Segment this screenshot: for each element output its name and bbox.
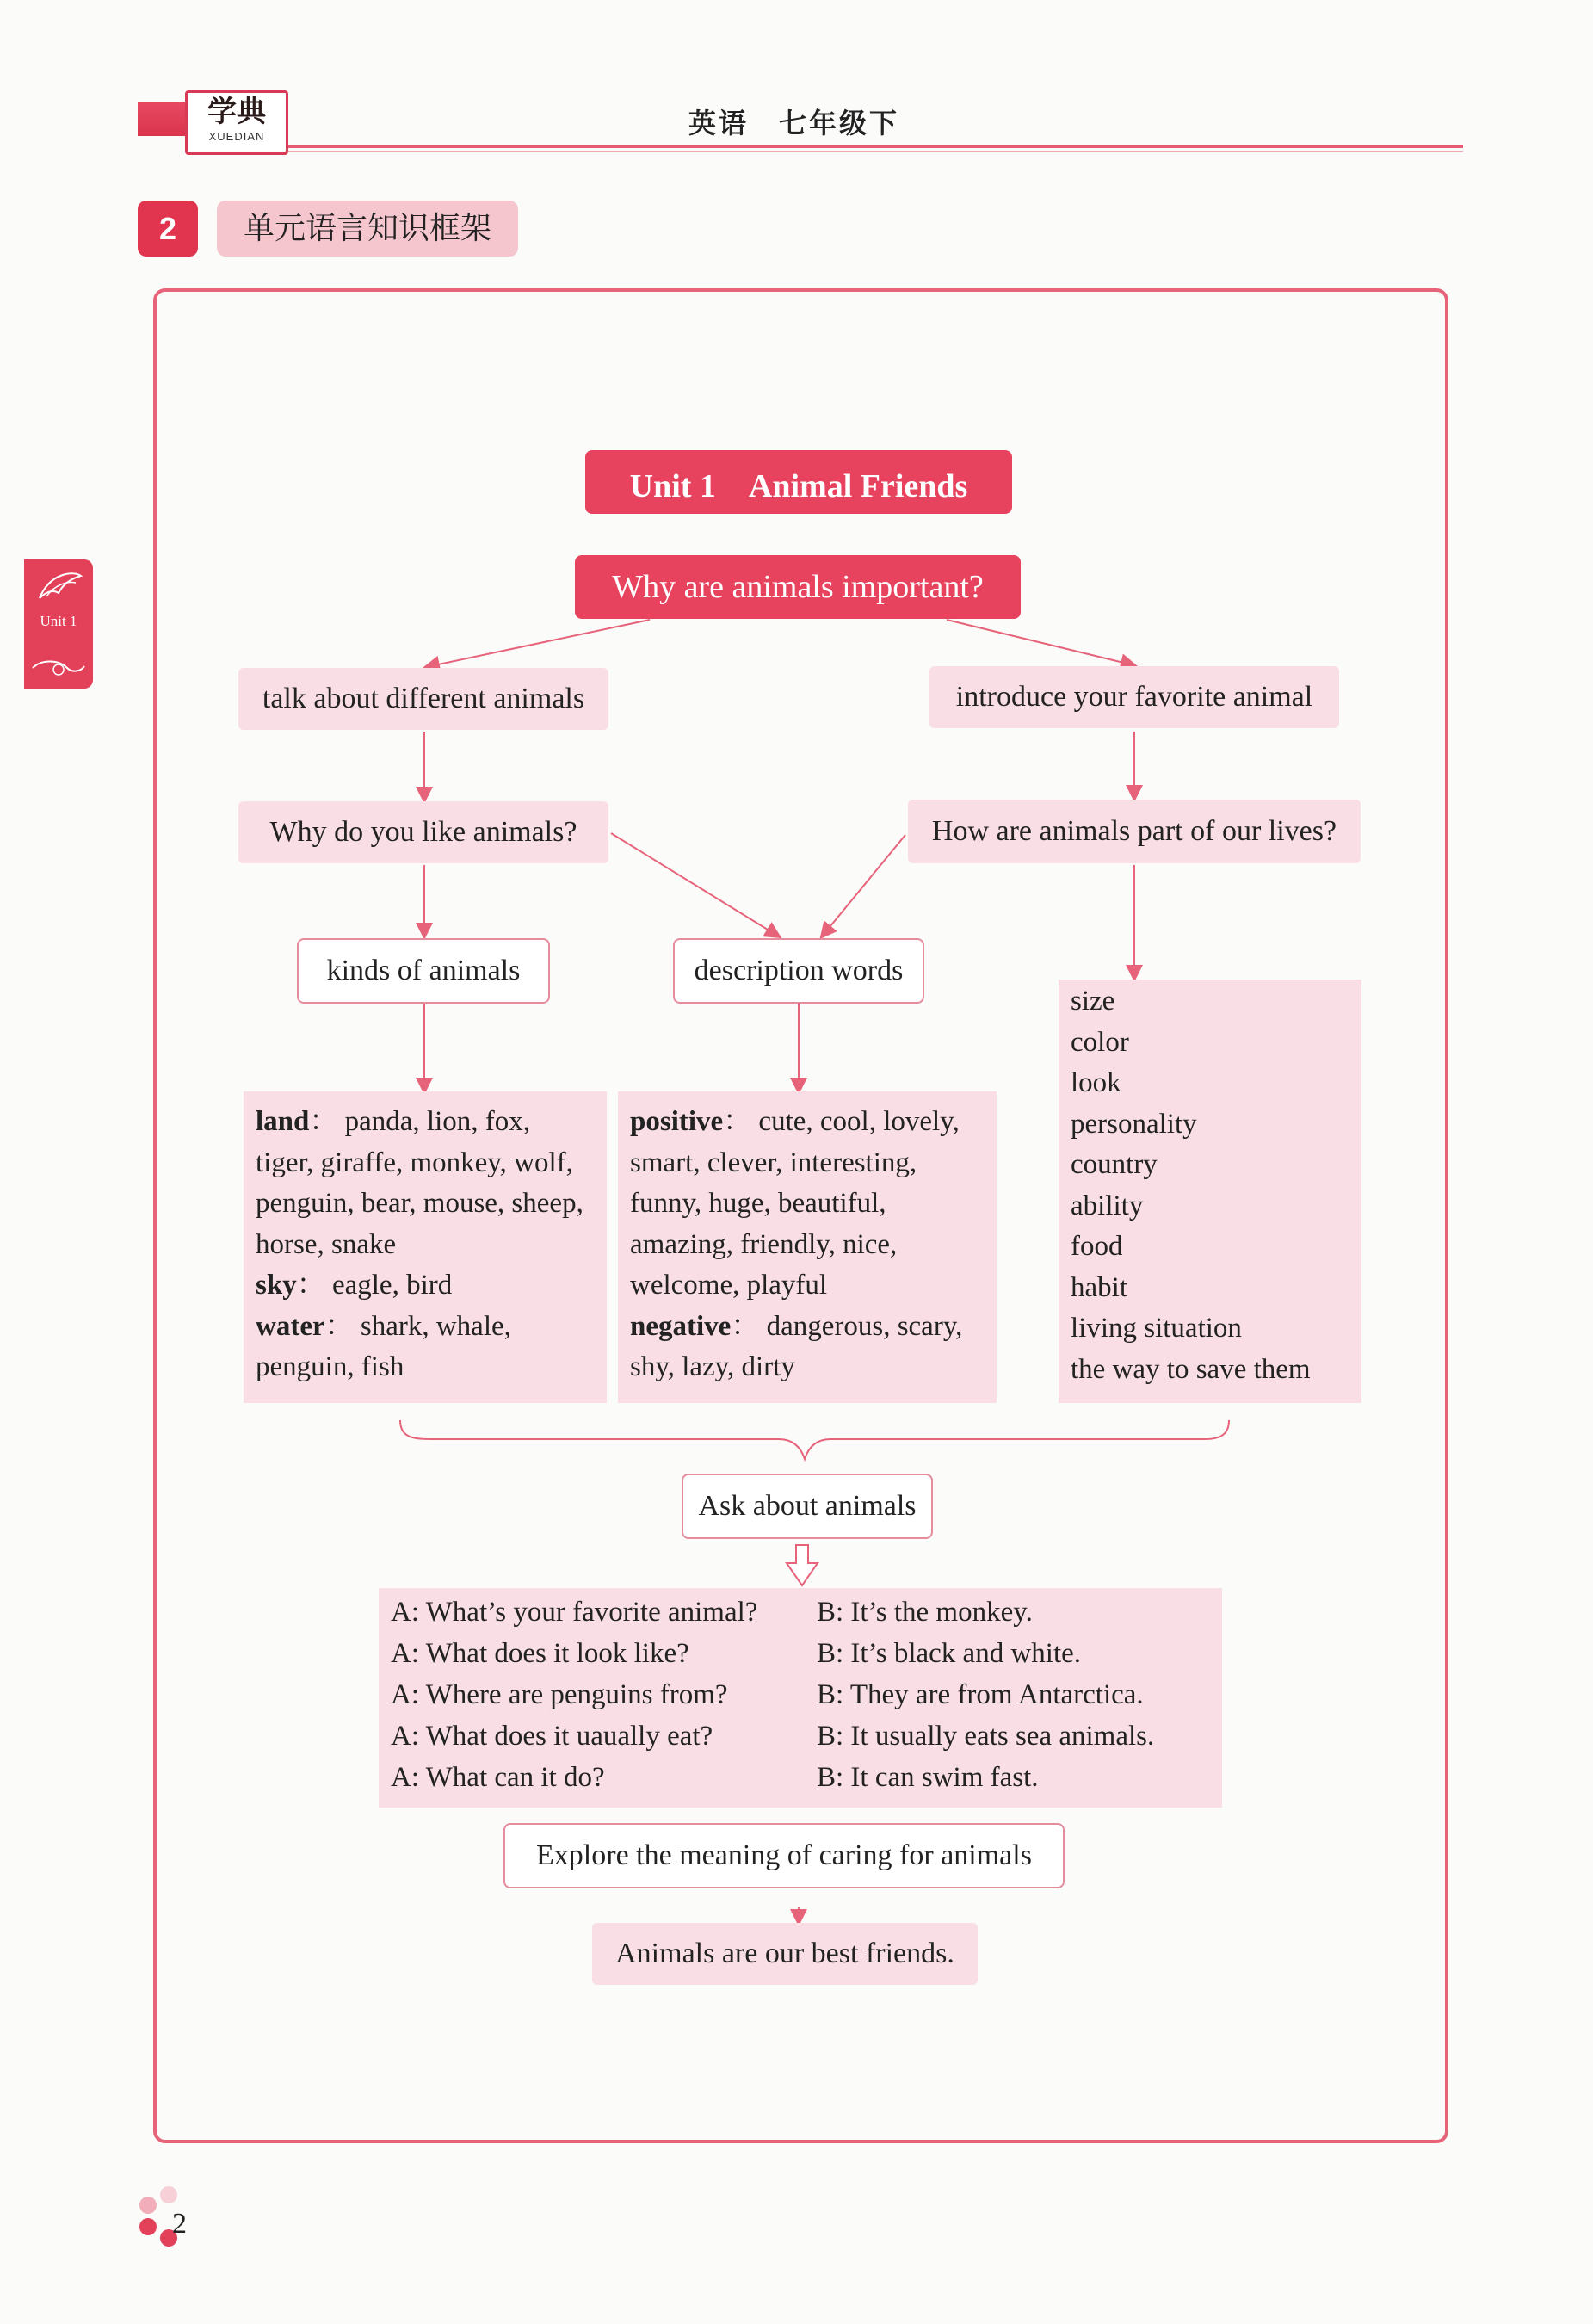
kind-key: land [256, 1106, 310, 1137]
unit-title: Unit 1 Animal Friends [585, 450, 1012, 514]
conclusion: Animals are our best friends. [592, 1923, 978, 1985]
dialog-row [379, 1715, 1222, 1757]
aspect-item: country [1071, 1149, 1158, 1180]
dialog-question: A: Where are penguins from? [391, 1679, 728, 1710]
aspect-item: living situation [1071, 1313, 1242, 1344]
kind-key: water [256, 1310, 325, 1342]
dialog-question: A: What can it do? [391, 1762, 605, 1793]
word-sep: ： [731, 1310, 760, 1342]
word-key: positive [630, 1106, 724, 1137]
aspect-item: ability [1071, 1190, 1144, 1221]
logo-english: XUEDIAN [208, 130, 265, 143]
dialog-answer: B: It’s the monkey. [817, 1597, 1033, 1628]
aspect-item: color [1071, 1026, 1129, 1058]
section-number: 2 [138, 201, 198, 257]
aspect-item: habit [1071, 1271, 1127, 1303]
kinds-label: kinds of animals [297, 938, 550, 1004]
aspect-item: size [1071, 986, 1115, 1017]
aspect-item: the way to save them [1071, 1353, 1311, 1385]
kinds-panel [244, 1091, 607, 1403]
logo-chinese: 学典 [207, 95, 266, 129]
words-panel [618, 1091, 997, 1403]
dialog-row [379, 1633, 1222, 1674]
aspect-item: food [1071, 1231, 1123, 1262]
right-branch: introduce your favorite animal [929, 666, 1339, 728]
dialog-row [379, 1757, 1222, 1798]
kind-sep: ： [324, 1310, 354, 1342]
description-label: description words [673, 938, 924, 1004]
dialog-answer: B: It’s black and white. [817, 1638, 1082, 1669]
aspect-item: look [1071, 1067, 1121, 1098]
kind-sep: ： [296, 1270, 325, 1301]
section-title: 单元语言知识框架 [217, 201, 518, 257]
down-arrow-icon [787, 1545, 818, 1585]
kind-sep: ： [309, 1106, 338, 1137]
word-sep: ： [723, 1106, 752, 1137]
dialog-answer: B: They are from Antarctica. [817, 1679, 1144, 1710]
side-tab-label: Unit 1 [40, 613, 77, 629]
aspect-item: personality [1071, 1108, 1197, 1140]
dialog-answer: B: It can swim fast. [817, 1762, 1039, 1793]
header-subject: 英语 七年级下 [688, 107, 900, 139]
left-question: Why do you like animals? [238, 801, 608, 863]
dialog-question: A: What’s your favorite animal? [391, 1597, 758, 1628]
page-number: 2 [172, 2208, 187, 2240]
kind-text: panda, lion, fox, tiger, giraffe, monkey, wolf, penguin, bear, mouse, sheep, horse, snake [256, 1106, 583, 1260]
word-text: cute, cool, lovely, smart, clever, interesting, funny, huge, beautiful, amazing, friendly, nice, welcome, playful [630, 1106, 960, 1301]
ask-label: Ask about animals [682, 1474, 933, 1539]
dialog-answer: B: It usually eats sea animals. [817, 1721, 1155, 1752]
dialog-row [379, 1674, 1222, 1715]
dialog-row [379, 1592, 1222, 1633]
kind-text: eagle, bird [331, 1270, 453, 1301]
right-question: How are animals part of our lives? [908, 800, 1361, 863]
word-key: negative [630, 1310, 732, 1342]
big-question: Why are animals important? [575, 555, 1021, 619]
dialog-question: A: What does it uaually eat? [391, 1721, 713, 1752]
kind-text: shark, whale, penguin, fish [256, 1310, 511, 1382]
decor-dot [139, 2197, 157, 2214]
dialog-question: A: What does it look like? [391, 1638, 689, 1669]
decor-dot [139, 2218, 157, 2235]
decor-dot [160, 2186, 177, 2203]
aspects-panel [1059, 980, 1361, 1403]
left-branch: talk about different animals [238, 668, 608, 730]
explore-label: Explore the meaning of caring for animals [503, 1823, 1065, 1888]
dialog-block [379, 1588, 1222, 1808]
word-text: dangerous, scary, shy, lazy, dirty [630, 1310, 963, 1382]
kind-key: sky [256, 1270, 297, 1301]
